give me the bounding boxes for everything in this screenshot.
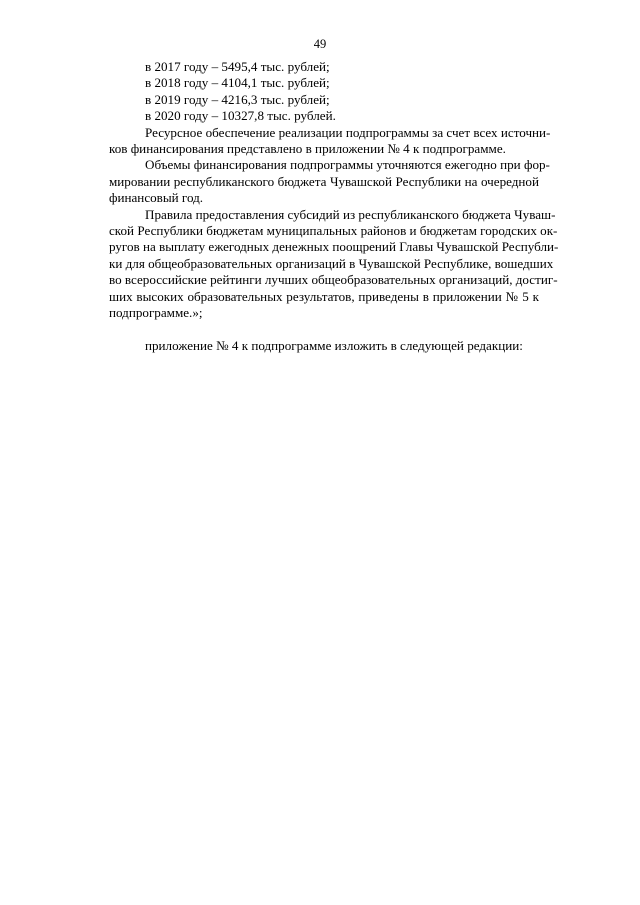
paragraph-line: ков финансирования представлено в приложении № 4 к подпрограмме. [109, 141, 506, 157]
paragraph-line: ской Республики бюджетам муниципальных районов и бюджетам городских ок- [109, 223, 558, 239]
paragraph-line: Объемы финансирования подпрограммы уточняются ежегодно при фор- [145, 157, 550, 173]
funding-line-2017: в 2017 году – 5495,4 тыс. рублей; [145, 59, 330, 74]
page-number: 49 [313, 37, 327, 51]
paragraph-resources [109, 124, 551, 158]
paragraph-appendix-instruction [109, 338, 539, 354]
paragraph-line: финансовый год. [109, 190, 204, 206]
paragraph-line: ругов на выплату ежегодных денежных поощрений Главы Чувашской Республи- [109, 239, 559, 255]
paragraph-line: приложение № 4 к подпрограмме изложить в следующей редакции: [145, 337, 523, 353]
paragraph-line: ших высоких образовательных результатов, приведены в приложении № 5 к [109, 288, 539, 304]
document-body [109, 59, 559, 354]
paragraph-line: ки для общеобразовательных организаций в Чувашской Республике, вошедших [109, 255, 554, 271]
paragraph-line: мировании республиканского бюджета Чувашской Республики на очередной [109, 173, 539, 189]
funding-list [109, 59, 539, 125]
paragraph-rules [109, 206, 559, 322]
funding-line-2018: в 2018 году – 4104,1 тыс. рублей; [145, 75, 330, 91]
paragraph-line: подпрограмме.»; [109, 305, 203, 321]
paragraph-volumes [109, 157, 550, 206]
funding-line-2020: в 2020 году – 10327,8 тыс. рублей. [145, 108, 336, 124]
paragraph-line: во всероссийские рейтинги лучших общеобразовательных организаций, достиг- [109, 272, 558, 288]
paragraph-gap [109, 322, 539, 338]
paragraph-line: Ресурсное обеспечение реализации подпрограммы за счет всех источни- [145, 124, 551, 140]
paragraph-line: Правила предоставления субсидий из республиканского бюджета Чуваш- [145, 206, 556, 222]
funding-line-2019: в 2019 году – 4216,3 тыс. рублей; [145, 91, 330, 107]
